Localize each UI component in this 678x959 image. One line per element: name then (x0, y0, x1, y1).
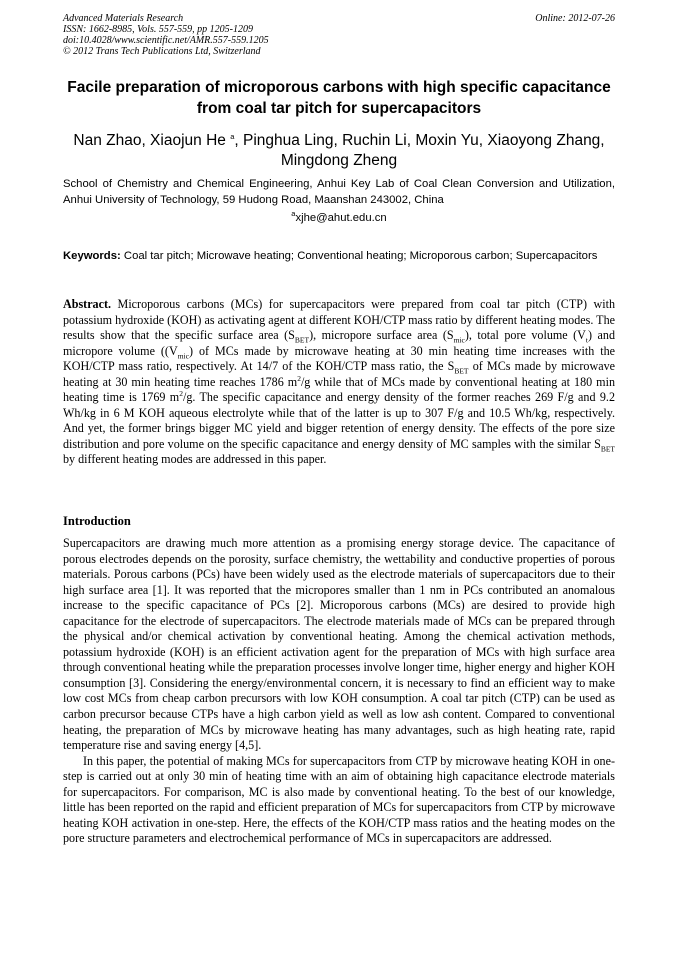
subscript: BET (454, 366, 469, 376)
abstract-text: ) of MCs made by microwave heating at 30 min heating time increases with the KOH/CTP mass ratio, respectively. At 14/7 of the KOH/CTP mass ratio, the S (63, 343, 615, 374)
copyright: © 2012 Trans Tech Publications Ltd, Switzerland (63, 46, 261, 57)
email-line (63, 211, 615, 226)
subscript: mic (177, 351, 189, 361)
authors-part-2: , Pinghua Ling, Ruchin Li, Moxin Yu, Xiaoyong Zhang, Mingdong Zheng (234, 132, 605, 169)
abstract-label: Abstract. (63, 297, 112, 311)
abstract-text: ) and micropore volume ((V (63, 328, 615, 358)
superscript: 2 (297, 373, 301, 383)
subscript: BET (294, 335, 310, 345)
abstract-text: ), micropore surface area (S (309, 328, 454, 343)
authors-part-1: Nan Zhao, Xiaojun He (73, 132, 231, 149)
introduction-heading: Introduction (63, 514, 131, 528)
intro-paragraph-1: Supercapacitors are drawing much more attention as a promising energy storage device. The capacitance of porous electrodes depends on the porosity, surface chemistry, the wettability and conductive properties of porous materials. Porous carbons (PCs) have been widely used as the electrode materials of supercapacitors due to their high surface area [1]. It was reported that the micropores smaller than 1 nm in PCs contributed an anomalous increase to the specific capacitance of PCs [2]. Microporous carbons (MCs) are desired to provide high capacitance for the electrode of supercapacitors. The electrode materials made of MCs can be prepared through the physical and/or chemical activation by conventional heating. Among the chemical activation methods, potassium hydroxide (KOH) is an efficient activation agent for the preparation of MCs with high surface area through conventional heating while the preparation processes involve longer time, higher energy and higher KOH consumption [3]. Considering the energy/environmental concern, it is necessary to find an efficient way to make low cost MCs from cheap carbon precursors with low KOH consumption. A coal tar pitch (CTP) can be used as carbon precursor because CTPs have a high carbon yield as well as low ash content. Compared to conventional heating, the preparation of MCs by microwave heating has many advantages, such as high heating rate, rapid temperature rise and saving energy [4,5]. (63, 536, 615, 753)
abstract-text: of MCs made by microwave heating at 30 min heating time reaches 1786 m (63, 359, 615, 389)
subscript: mic (453, 335, 465, 345)
abstract-text: by different heating modes are addressed in this paper. (63, 452, 327, 467)
keywords-text: Coal tar pitch; Microwave heating; Conventional heating; Microporous carbon; Supercapacitors (120, 250, 598, 262)
online-date: Online: 2012-07-26 (535, 13, 615, 24)
email-marker: a (291, 209, 296, 219)
superscript: 2 (179, 389, 183, 399)
author-list (63, 131, 615, 171)
subscript: BET (600, 444, 615, 454)
journal-name: Advanced Materials Research (63, 13, 184, 24)
abstract-text: /g while that of MCs made by conventional heating at 180 min heating time is 1769 m (63, 374, 615, 405)
abstract-text: /g. The specific capacitance and energy density of the former reaches 269 F/g and 9.2 Wh/kg in 6 M KOH aqueous electrolyte while that of the latter is up to 307 F/g and 10.5 Wh/kg, respectively. And yet, the former brings bigger MC yield and bigger retention of energy density. The effects of the pore size distribution and pore volume on the specific capacitance and energy density of MC samples with the similar S (63, 390, 615, 451)
abstract (63, 297, 615, 468)
issn: ISSN: 1662-8985, Vols. 557-559, pp 1205-1209 (63, 24, 253, 35)
paper-title: Facile preparation of microporous carbons with high specific capacitance from coal tar pitch for supercapacitors (67, 79, 611, 117)
doi: doi:10.4028/www.scientific.net/AMR.557-559.1205 (63, 35, 269, 46)
author-affil-marker: a (230, 131, 235, 141)
subscript: t (585, 335, 588, 345)
introduction-body (63, 536, 615, 847)
intro-paragraph-2: In this paper, the potential of making MCs for supercapacitors from CTP by microwave heating KOH in one-step is carried out at only 30 min of heating time with an aim of obtaining high capacitance electrode materials for supercapacitors. For comparison, MC is also made by conventional heating. To the best of our knowledge, little has been reported on the rapid and efficient preparation of MCs for supercapacitors from CTP by microwave heating KOH activation in one-step. Here, the effects of the KOH/CTP mass ratios and the heating modes on the pore structure parameters and electrochemical performance of MCs in supercapacitors are addressed. (63, 753, 615, 846)
abstract-text: ), total pore volume (V (464, 328, 586, 343)
email-address[interactable]: xjhe@ahut.edu.cn (295, 212, 387, 224)
affiliation: School of Chemistry and Chemical Engineering, Anhui Key Lab of Coal Clean Conversion and Utilization, Anhui University of Technology, 59 Hudong Road, Maanshan 243002, China (63, 178, 615, 206)
keywords (63, 249, 615, 264)
abstract-text: Microporous carbons (MCs) for supercapacitors were prepared from coal tar pitch (CTP) with potassium hydroxide (KOH) as activating agent at different KOH/CTP mass ratio by different heating modes. The results show that the specific surface area (S (63, 297, 615, 343)
keywords-label: Keywords: (63, 250, 121, 262)
journal-header (63, 13, 615, 57)
